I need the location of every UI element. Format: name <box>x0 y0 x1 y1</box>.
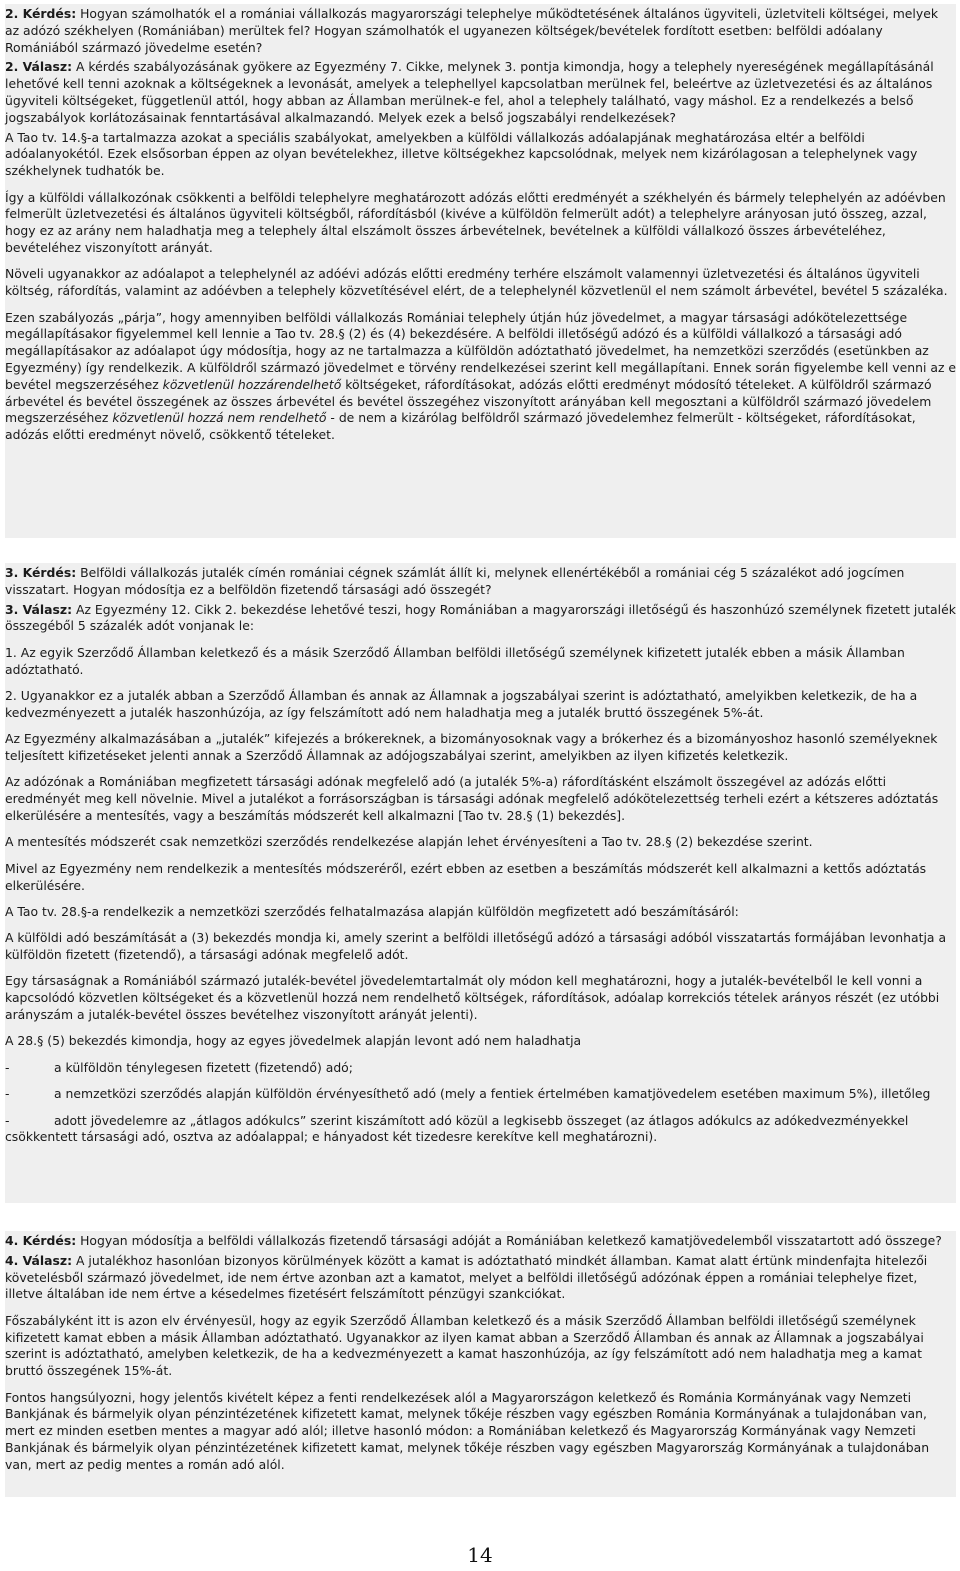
paragraph: A Tao tv. 28.§-a rendelkezik a nemzetközi szerződés felhatalmazása alapján külföldön megfizetett adó beszámításáról: <box>5 903 739 919</box>
answer-2-label: 2. Válasz: <box>5 59 73 75</box>
paragraph: Mivel az Egyezmény nem rendelkezik a mentesítés módszeréről, ezért ebben az esetben a beszámítás módszerét kell alkalmazni a kettős adóztatás elkerülésére. <box>5 860 927 893</box>
paragraph: Így a külföldi vállalkozónak csökkenti a belföldi telephelyre meghatározott adózás előtti eredményét a székhelyén és bármely telephelyén az adóévben felmerült üzletvezetési és általános ügyviteli költségből, ráfordításból (kivéve a külföldön felmerült adót) a telephelyre arányosan jutó összeg, azzal, hogy ez az arány nem haladhatja meg a telephely által elszámolt összes árbevételnek, bevételnek a külföldi vállalkozó összes árbevételéhez, bevételéhez viszonyított arányát. <box>5 189 946 255</box>
question-3-text: Belföldi vállalkozás jutalék címén romániai cégnek számlát állít ki, melynek ellenértékéből a romániai cég 5 százalékot adó jogcímen visszatart. Hogyan módosítja ez a belföldön fizetendő társasági adó összegét? <box>5 565 905 597</box>
answer-3-text: Az Egyezmény 12. Cikk 2. bekezdése lehetővé teszi, hogy Romániában a magyarországi illetőségű és haszonhúzó személynek fizetett jutalék összegéből 5 százalék adót vonjanak le: <box>5 601 956 634</box>
paragraph <box>5 310 956 444</box>
list-item <box>5 1113 956 1147</box>
dash-marker: - <box>5 1059 10 1075</box>
answer-4-text: A jutalékhoz hasonlóan bizonyos körülmények között a kamat is adóztatható mindkét államban. Kamat alatt értünk mindenfajta hitelezői követelésből származó jövedelmet, ide nem értve azonban azt a kamatot, melyet a belföldi illetőségű adózónak éppen a romániai telephelye fizet, illetve általában ide nem értve a késedelmes fizetésért felszámított pénzügyi szankciókat. <box>5 1252 928 1302</box>
question-2 <box>5 6 956 56</box>
answer-3-label: 3. Válasz: <box>5 601 73 617</box>
list-item-text: a külföldön ténylegesen fizetett (fizetendő) adó; <box>54 1059 353 1075</box>
list-item <box>5 1060 956 1077</box>
section-question-4 <box>5 1231 956 1497</box>
paragraph-text: költségeket, ráfordításokat, adózás előtti eredményt módosító tételeket. A külföldről származó árbevétel és bevétel összegének az összes árbevétel és bevétel összegéhez viszonyított arányában kell megosztani a külföldről származó jövedelem megszerzéséhez <box>5 376 932 426</box>
paragraph: Növeli ugyanakkor az adóalapot a telephelynél az adóévi adózás előtti eredmény terhére elszámolt valamennyi üzletvezetési és általános ügyviteli költség, ráfordítás, valamint az adóévben a telephely közvetítésével elért, de a telephelynél közvetlenül el nem számolt árbevétel, bevétel 5 százaléka. <box>5 266 948 299</box>
list-item-text: adott jövedelemre az „átlagos adókulcs” szerint kiszámított adó közül a legkisebb összeget (az átlagos adókulcs az adókedvezményekkel csökkentett társasági adó, osztva az adóalappal; e hányadost két tizedesre kerekítve kell meghatározni). <box>5 1112 909 1145</box>
paragraph: A 28.§ (5) bekezdés kimondja, hogy az egyes jövedelmek alapján levont adó nem haladhatja <box>5 1033 582 1049</box>
paragraph-text: - de nem a kizárólag belföldről származó jövedelemhez felmerült - költségeket, ráfordításokat, adózás előtti eredményt növelő, csökkentő tételeket. <box>5 410 916 443</box>
italic-text: közvetlenül hozzá nem rendelhető <box>112 410 327 426</box>
list-item-text: a nemzetközi szerződés alapján külföldön érvényesíthető adó (mely a fentiek értelmében kamatjövedelem esetében maximum 5%), illetőleg <box>54 1086 931 1102</box>
question-3-label: 3. Kérdés: <box>5 565 77 580</box>
section-question-3 <box>5 563 956 1203</box>
paragraph: 2. Ugyanakkor ez a jutalék abban a Szerződő Államban és annak az Államnak a jogszabályai szerint is adóztatható, amelyikben keletkezik, de ha a kedvezményezett a jutalék haszonhúzója, az így felszámított adó nem haladhatja meg a jutalék bruttó összegének 5%-át. <box>5 687 918 720</box>
italic-text: közvetlenül hozzárendelhető <box>162 376 342 392</box>
dash-marker: - <box>5 1112 10 1128</box>
page-number: 14 <box>467 1543 493 1567</box>
question-4-text: Hogyan módosítja a belföldi vállalkozás fizetendő társasági adóját a Romániában keletkező kamatjövedelemből visszatartott adó összege? <box>76 1233 942 1248</box>
paragraph: Egy társaságnak a Romániából származó jutalék-bevétel jövedelemtartalmát oly módon kell meghatározni, hogy a jutalék-bevételből le kell vonni a kapcsolódó közvetlen költségeket és a közvetlenül hozzá nem rendelhető költségek, ráfordítások, adóalap korrekciós tételek arányos részét (ez utóbbi arányszám a jutalék-bevétel összes bevételhez viszonyított arányát jelenti). <box>5 973 940 1023</box>
answer-2-text: A kérdés szabályozásának gyökere az Egyezmény 7. Cikke, melynek 3. pontja kimondja, hogy a telephely nyereségének megállapításánál lehetővé kell tenni azoknak a költségeknek a levonását, amelyek a telephellyel kapcsolatban merülnek fel, beleértve az üzletvezetési és az általános ügyviteli költségeket, függetlenül attól, hogy abban az Államban merülnek-e fel, ahol a telephely található, vagy máshol. Ez a rendelkezés a belső jogszabályok korlátozásainak fenntartásával alkalmazandó. Melyek ezek a belső jogszabályi rendelkezések? <box>5 59 934 125</box>
paragraph: Az adózónak a Romániában megfizetett társasági adónak megfelelő adó (a jutalék 5%-a) ráfordításként elszámolt összegével az adózás előtti eredményét meg kell növelnie. Mivel a jutalékot a forrásországban is társasági adónak megfelelő adókötelezettség terheli ezért a kétszeres adóztatás elkerülésére a mentesítés, vagy a beszámítás módszerét kell alkalmazni [Tao tv. 28.§ (1) bekezdés]. <box>5 774 939 823</box>
answer-2 <box>5 59 956 126</box>
answer-3 <box>5 602 956 636</box>
paragraph: Főszabályként itt is azon elv érvényesül, hogy az egyik Szerződő Államban keletkező és a másik Szerződő Államban belföldi illetőségű személynek kifizetett kamat ebben a másik Államban adóztatható. Ugyanakkor az ilyen kamat abban a Szerződő Államban és annak az Államnak a jogszabályai szerint is adóztatható, amelyben keletkezik, de ha a kedvezményezett a kamat haszonhúzója, az így felszámított adó nem haladhatja meg a kamat bruttó összegének 15%-át. <box>5 1312 924 1379</box>
answer-4 <box>5 1253 956 1303</box>
question-2-text: Hogyan számolhatók el a romániai vállalkozás magyarországi telephelye működtetésének általános ügyviteli, üzletviteli költségei, melyek az adózó székhelyen (Romániában) merültek fel? Hogyan számolhatók el ugyanezen költségek/bevételek fordított esetben: belföldi adóalany Romániából származó jövedelme esetén? <box>5 6 938 55</box>
paragraph: A Tao tv. 14.§-a tartalmazza azokat a speciális szabályokat, amelyekben a külföldi vállalkozás adóalapjának meghatározása eltér a belföldi adóalanyokétól. Ezek elsősorban éppen az olyan bevételekhez, illetve költségekhez kapcsolódnak, melyek nem kizárólagosan a telephelynek vagy székhelynek tudhatók be. <box>5 129 918 179</box>
paragraph: Fontos hangsúlyozni, hogy jelentős kivételt képez a fenti rendelkezések alól a Magyarországon keletkező és Románia Kormányának vagy Nemzeti Bankjának és bármelyik olyan pénzintézetének kifizetett kamat, melynek tőkéje részben vagy egészben Románia Kormányának a tulajdonában van, mert ez minden esetben mentes a magyar adó alól; illetve hasonló módon: a Romániában keletkező és Magyarország Kormányának vagy Nemzeti Bankjának és bármelyik olyan pénzintézetének kifizetett kamat, melynek tőkéje részben vagy egészben Magyarország Kormányának a tulajdonában van, mert az pedig mentes a román adó alól. <box>5 1389 930 1472</box>
section-question-2 <box>5 4 956 538</box>
list-item <box>5 1086 956 1103</box>
question-2-label: 2. Kérdés: <box>5 6 77 21</box>
dash-marker: - <box>5 1086 10 1102</box>
paragraph: A külföldi adó beszámítását a (3) bekezdés mondja ki, amely szerint a belföldi illetőségű adózó a társasági adóból visszatartás formájában levonhatja a külföldön fizetett (fizetendő), a társasági adónak megfelelő adót. <box>5 930 947 963</box>
question-4 <box>5 1233 956 1250</box>
paragraph: A mentesítés módszerét csak nemzetközi szerződés rendelkezése alapján lehet érvényesíteni a Tao tv. 28.§ (2) bekezdése szerint. <box>5 834 813 850</box>
paragraph: 1. Az egyik Szerződő Államban keletkező és a másik Szerződő Államban belföldi illetőségű személynek kifizetett jutalék ebben a másik Államban adóztatható. <box>5 644 905 677</box>
paragraph: Az Egyezmény alkalmazásában a „jutalék” kifejezés a brókereknek, a bizományosoknak vagy a brókerhez és a bizományoshoz hasonló személyeknek teljesített kifizetéseket jelenti annak a Szerződő Államnak az adójogszabályai szerint, amelyikben az ilyen kifizetés keletkezik. <box>5 731 938 763</box>
question-3 <box>5 565 956 599</box>
paragraph-text: Ezen szabályozás „párja”, hogy amennyiben belföldi vállalkozás Romániai telephely útján húz jövedelmet, a magyar társasági adókötelezettsége megállapításakor figyelemmel kell lennie a Tao tv. 28.§ (2) és (4) bekezdésére. A belföldi illetőségű adózó és a külföldi vállalkozó a társasági adó megállapításakor az adóalapot úgy módosítja, hogy az ne tartalmazza a külföldön adóztatható jövedelmet, ha nemzetközi szerződés (esetünkben az Egyezmény) így rendelkezik. A külföldről származó jövedelmet e törvény rendelkezései szerint kell megállapítani. Ennek során figyelembe kell venni az e bevétel megszerzéséhez <box>5 309 957 392</box>
question-4-label: 4. Kérdés: <box>5 1233 77 1248</box>
answer-4-label: 4. Válasz: <box>5 1252 73 1268</box>
